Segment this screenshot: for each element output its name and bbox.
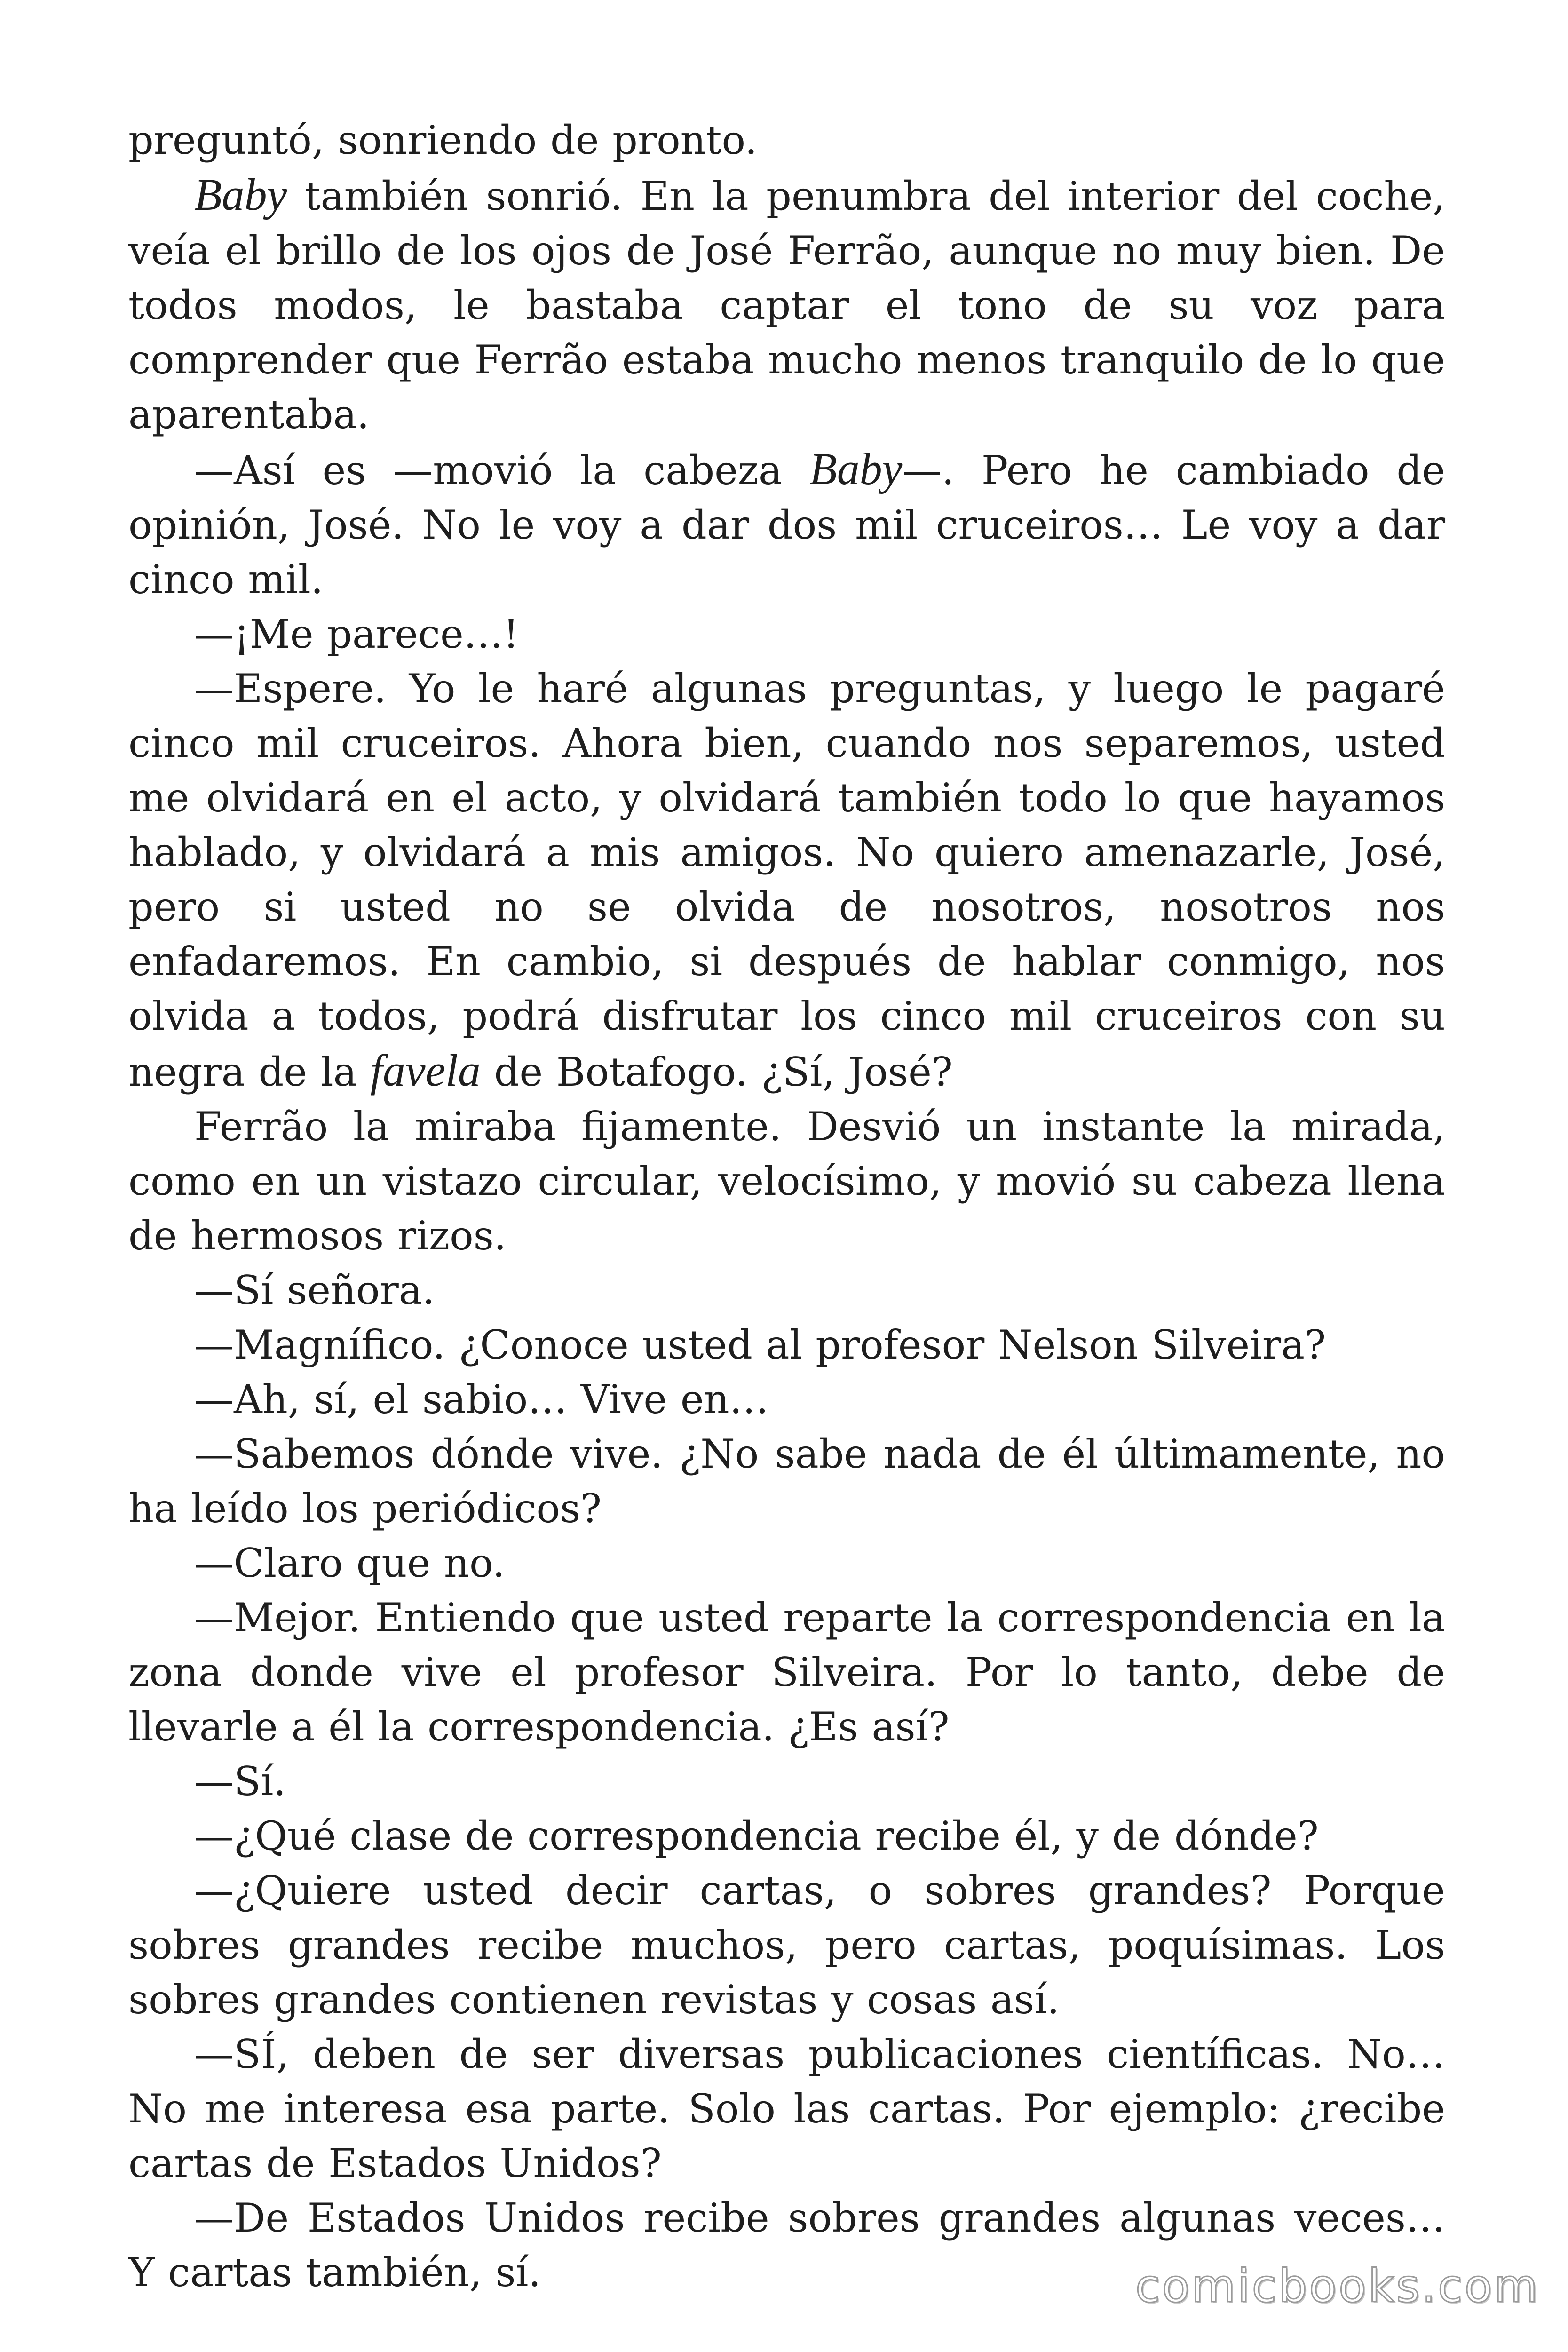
paragraph	[128, 1590, 1445, 1754]
text-run: —Ah, sí, el sabio… Vive en…	[194, 1376, 769, 1422]
paragraph	[128, 1318, 1445, 1372]
paragraph	[128, 1263, 1445, 1318]
text-run: —. Pero he cambiado de opinión, José. No le voy a dar dos mil cruceiros… Le voy a dar cinco mil.	[128, 447, 1446, 603]
paragraph	[128, 167, 1445, 442]
text-run: también sonrió. En la penumbra del interior del coche, veía el brillo de los ojos de José Ferrão, aunque no muy bien. De todos modos, le bastaba captar el tono de su voz para comprender que Ferrão estaba mucho menos tranquilo de lo que aparentaba.	[128, 173, 1445, 437]
text-run: —Sí señora.	[194, 1267, 435, 1313]
text-run: —De Estados Unidos recibe sobres grandes algunas veces… Y cartas también, sí.	[128, 2195, 1445, 2296]
paragraph	[128, 1809, 1445, 1863]
italic-run: Baby	[809, 444, 903, 494]
paragraph	[128, 1372, 1445, 1427]
paragraph	[128, 1536, 1445, 1590]
watermark-logo: comicbooks.com	[1135, 2260, 1540, 2312]
text-run: —SÍ, deben de ser diversas publicaciones científicas. No… No me interesa esa parte. Solo las cartas. Por ejemplo: ¿recibe cartas de Estados Unidos?	[128, 2031, 1445, 2186]
text-run: —Magnífico. ¿Conoce usted al profesor Nelson Silveira?	[194, 1322, 1326, 1368]
paragraph	[128, 442, 1445, 607]
paragraph	[128, 113, 1445, 167]
text-run: de Botafogo. ¿Sí, José?	[480, 1049, 953, 1095]
text-run: —Espere. Yo le haré algunas preguntas, y luego le pagaré cinco mil cruceiros. Ahora bien, cuando nos separemos, usted me olvidará en el acto, y olvidará también todo lo que hayamos hablado, y olvidará a mis amigos. No quiero amenazarle, José, pero si usted no se olvida de nosotros, nosotros nos enfadaremos. En cambio, si después de hablar conmigo, nos olvida a todos, podrá disfrutar los cinco mil cruceiros con su negra de la	[128, 666, 1445, 1095]
text-run: Ferrão la miraba fijamente. Desvió un instante la mirada, como en un vistazo circular, velocísimo, y movió su cabeza llena de hermosos rizos.	[128, 1104, 1445, 1259]
book-page-text	[128, 113, 1445, 2300]
paragraph	[128, 607, 1445, 661]
text-run: —¿Qué clase de correspondencia recibe él, y de dónde?	[194, 1813, 1319, 1859]
text-run: —Así es —movió la cabeza	[194, 447, 810, 493]
text-run: preguntó, sonriendo de pronto.	[128, 117, 758, 163]
paragraph	[128, 1427, 1445, 1536]
paragraph	[128, 1863, 1445, 2027]
paragraph	[128, 1099, 1445, 1263]
text-run: —Claro que no.	[194, 1540, 505, 1586]
text-run: —Sabemos dónde vive. ¿No sabe nada de él últimamente, no ha leído los periódicos?	[128, 1431, 1445, 1532]
italic-run: Baby	[194, 169, 287, 220]
paragraph	[128, 1754, 1445, 1809]
text-run: —Sí.	[194, 1758, 286, 1804]
italic-run: favela	[370, 1045, 481, 1096]
text-run: —¡Me parece…!	[194, 611, 519, 657]
text-run: —¿Quiere usted decir cartas, o sobres grandes? Porque sobres grandes recibe muchos, pero cartas, poquísimas. Los sobres grandes contienen revistas y cosas así.	[128, 1867, 1445, 2023]
text-run: —Mejor. Entiendo que usted reparte la correspondencia en la zona donde vive el profesor Silveira. Por lo tanto, debe de llevarle a él la correspondencia. ¿Es así?	[128, 1595, 1445, 1750]
paragraph	[128, 661, 1445, 1099]
paragraph	[128, 2027, 1445, 2191]
